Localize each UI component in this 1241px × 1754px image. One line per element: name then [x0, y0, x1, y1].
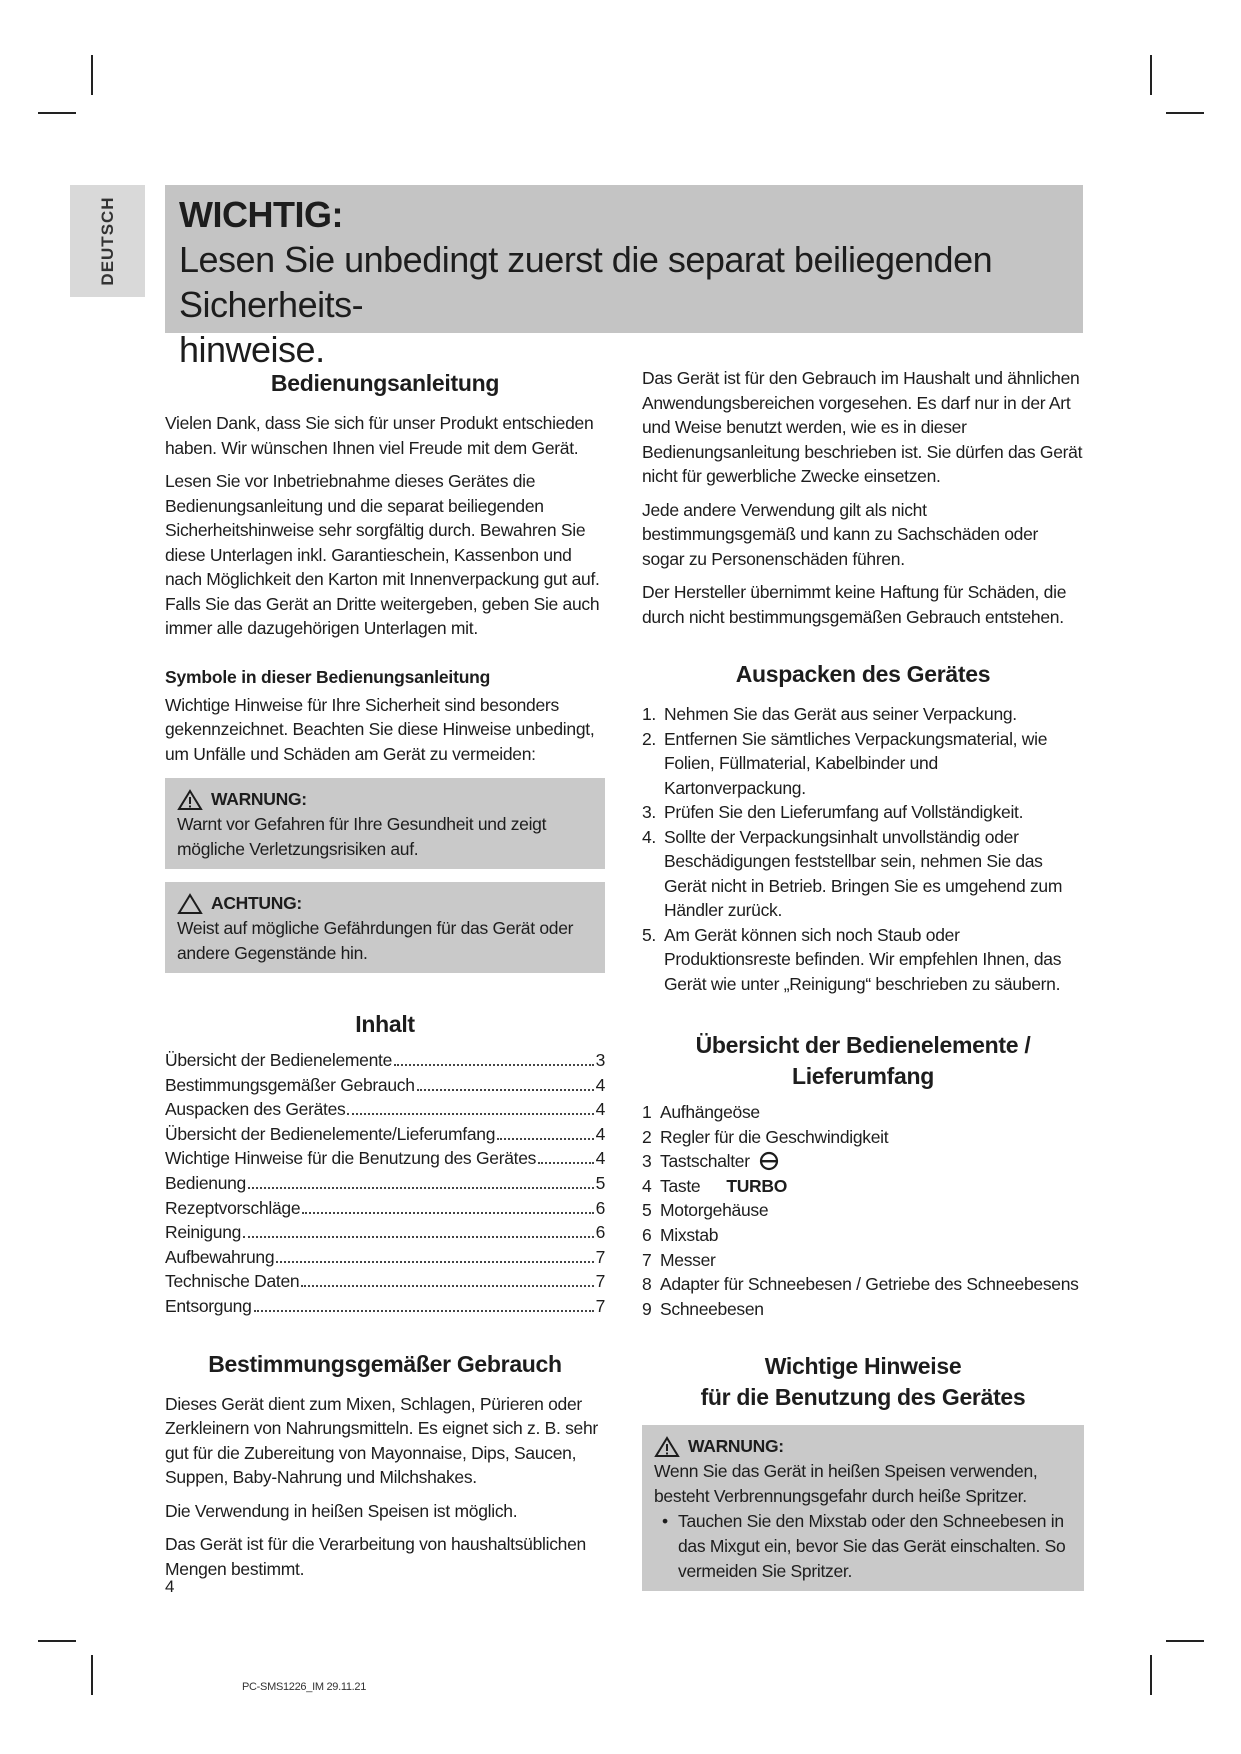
- unpack-steps: [642, 702, 1084, 996]
- banner-line-1: Lesen Sie unbedingt zuerst die separat beiliegenden Sicherheits-: [179, 239, 993, 325]
- part-item: [642, 1149, 1084, 1174]
- usage-p3: Das Gerät ist für die Verarbeitung von haushaltsüblichen Mengen bestimmt.: [165, 1534, 586, 1579]
- caution-triangle-icon: [177, 893, 203, 915]
- unpack-step: [642, 702, 1084, 727]
- unpack-step: [642, 800, 1084, 825]
- toc-page: 4: [595, 1074, 605, 1095]
- toc-label: Übersicht der Bedienelemente: [165, 1050, 393, 1070]
- part-label: Motorgehäuse: [660, 1200, 769, 1221]
- toc-leader-dots: [347, 1113, 593, 1115]
- toc-page: 4: [595, 1099, 605, 1120]
- toc-label: Rezeptvorschläge: [165, 1197, 301, 1218]
- part-label: Mixstab: [660, 1224, 719, 1245]
- toc-label: Wichtige Hinweise für die Benutzung des Gerätes: [165, 1148, 537, 1169]
- toc-page: 6: [595, 1222, 605, 1243]
- part-label: Regler für die Geschwindigkeit: [660, 1126, 889, 1147]
- toc-label: Bestimmungsgemäßer Gebrauch: [165, 1074, 415, 1095]
- unpack-step: [642, 825, 1084, 923]
- toc-leader-dots: [497, 1138, 593, 1140]
- crop-mark: [38, 112, 76, 114]
- banner-line-2: hinweise.: [179, 329, 325, 370]
- toc-leader-dots: [302, 1212, 593, 1214]
- toc-page: 4: [595, 1123, 605, 1144]
- part-number: 3: [642, 1151, 652, 1172]
- toc-entry: [165, 1220, 605, 1245]
- toc-leader-dots: [394, 1064, 594, 1066]
- toc-entry: [165, 1073, 605, 1098]
- usage-p2: Die Verwendung in heißen Speisen ist möglich.: [165, 1500, 518, 1521]
- toc-label: Bedienung: [165, 1172, 246, 1193]
- parts-heading: [642, 1030, 1084, 1092]
- warning-triangle-icon: [177, 789, 203, 811]
- parts-heading-line-2: Lieferumfang: [791, 1063, 935, 1089]
- toc-leader-dots: [538, 1162, 593, 1164]
- part-item: [642, 1125, 1084, 1150]
- part-number: 9: [642, 1298, 652, 1319]
- crop-mark: [91, 1655, 93, 1695]
- step-number: 5.: [642, 924, 656, 945]
- parts-list: [642, 1100, 1084, 1321]
- table-of-contents: [165, 1048, 605, 1319]
- toc-entry: [165, 1122, 605, 1147]
- caution-box: [165, 882, 605, 973]
- notes-warning-title: WARNUNG:: [688, 1436, 784, 1457]
- page-number: 4: [165, 1577, 175, 1596]
- part-item: [642, 1272, 1084, 1297]
- toc-page: 6: [595, 1197, 605, 1218]
- toc-page: 7: [595, 1246, 605, 1267]
- parts-heading-line-1: Übersicht der Bedienelemente /: [695, 1032, 1031, 1058]
- usage-cont-p1: Das Gerät ist für den Gebrauch im Haushalt und ähnlichen Anwendungsbereichen vorgesehen. Es darf nur in der Art und Weise benutzt werden, wie es in dieser Bedienungsanleitung beschrieben ist. Sie dürfen das Gerät nicht für gewerbliche Zwecke einsetzen.: [642, 368, 1083, 486]
- toc-entry: [165, 1146, 605, 1171]
- notes-bullet: • Tauchen Sie den Mixstab oder den Schneebesen in das Mixgut ein, bevor Sie das Gerät einschalten. So vermeiden Sie Spritzer.: [654, 1509, 1072, 1584]
- left-column: [165, 368, 605, 1590]
- toc-label: Technische Daten: [165, 1271, 300, 1292]
- step-text: Am Gerät können sich noch Staub oder Produktionsreste befinden. Wir empfehlen Ihnen, das Gerät wie unter „Reinigung“ beschrieben zu säubern.: [664, 924, 1062, 994]
- banner-title: WICHTIG:: [179, 194, 343, 235]
- part-label: Schneebesen: [660, 1298, 764, 1319]
- notes-heading: [642, 1351, 1084, 1413]
- part-item: [642, 1100, 1084, 1125]
- toc-leader-dots: [276, 1261, 593, 1263]
- toc-label: Auspacken des Gerätes: [165, 1099, 346, 1120]
- crop-mark: [91, 55, 93, 95]
- toc-entry: [165, 1171, 605, 1196]
- toc-leader-dots: [417, 1089, 594, 1091]
- crop-mark: [1166, 112, 1204, 114]
- caution-title: ACHTUNG:: [211, 893, 302, 913]
- part-number: 1: [642, 1102, 652, 1122]
- symbols-heading: Symbole in dieser Bedienungsanleitung: [165, 666, 491, 687]
- toc-label: Reinigung: [165, 1222, 242, 1243]
- warning-text: Warnt vor Gefahren für Ihre Gesundheit und zeigt mögliche Verletzungsrisiken auf.: [177, 814, 547, 859]
- toc-entry: [165, 1097, 605, 1122]
- warning-triangle-icon: [654, 1436, 680, 1458]
- toc-leader-dots: [243, 1236, 593, 1238]
- important-banner: [165, 185, 1083, 370]
- part-number: 2: [642, 1126, 652, 1147]
- part-number: 6: [642, 1224, 652, 1245]
- step-number: 3.: [642, 802, 656, 822]
- step-text: Sollte der Verpackungsinhalt unvollständig oder Beschädigungen feststellbar sein, nehmen Sie das Gerät nicht in Betrieb. Bringen Sie es umgehend zum Händler zurück.: [664, 826, 1063, 920]
- warning-box: [165, 778, 605, 869]
- step-text: Entfernen Sie sämtliches Verpackungsmaterial, wie Folien, Füllmaterial, Kabelbinder und Kartonverpackung.: [664, 728, 1048, 798]
- toc-entry: [165, 1196, 605, 1221]
- toc-leader-dots: [248, 1187, 594, 1189]
- toc-entry: [165, 1048, 605, 1073]
- part-label: Taste: [660, 1175, 701, 1196]
- toc-leader-dots: [301, 1285, 593, 1287]
- turbo-label: TURBO: [726, 1175, 788, 1196]
- unpack-step: [642, 727, 1084, 801]
- toc-heading: Inhalt: [355, 1011, 415, 1037]
- language-tab: [70, 185, 145, 297]
- toc-entry: [165, 1294, 605, 1319]
- part-item: [642, 1223, 1084, 1248]
- step-number: 4.: [642, 826, 656, 847]
- step-text: Nehmen Sie das Gerät aus seiner Verpackung.: [664, 704, 1017, 724]
- usage-cont-p3: Der Hersteller übernimmt keine Haftung für Schäden, die durch nicht bestimmungsgemäßen Gebrauch entstehen.: [642, 582, 1067, 627]
- crop-mark: [1166, 1640, 1204, 1642]
- toc-page: 7: [595, 1295, 605, 1316]
- unpack-heading: Auspacken des Gerätes: [735, 661, 991, 687]
- notes-warning-text: Wenn Sie das Gerät in heißen Speisen verwenden, besteht Verbrennungsgefahr durch heiße Spritzer.: [654, 1461, 1038, 1507]
- part-number: 8: [642, 1274, 652, 1295]
- language-tab-label: DEUTSCH: [97, 196, 117, 286]
- step-number: 1.: [642, 704, 656, 724]
- toc-label: Aufbewahrung: [165, 1246, 275, 1267]
- unpack-step: [642, 923, 1084, 997]
- part-item: [642, 1297, 1084, 1322]
- toc-page: 5: [595, 1172, 605, 1193]
- toc-label: Übersicht der Bedienelemente/Lieferumfang: [165, 1123, 496, 1144]
- pulse-switch-icon: [758, 1151, 780, 1171]
- toc-page: 7: [595, 1271, 605, 1292]
- part-number: 5: [642, 1200, 652, 1221]
- manual-intro: Vielen Dank, dass Sie sich für unser Produkt entschieden haben. Wir wünschen Ihnen viel Freude mit dem Gerät.: [165, 413, 594, 458]
- crop-mark: [1150, 55, 1152, 95]
- notes-warning-box: [642, 1425, 1084, 1591]
- crop-mark: [1150, 1655, 1152, 1695]
- part-label: Adapter für Schneebesen / Getriebe des Schneebesens: [660, 1274, 1079, 1295]
- right-column: [642, 366, 1084, 1604]
- manual-heading: Bedienungsanleitung: [270, 370, 500, 396]
- usage-cont-p2: Jede andere Verwendung gilt als nicht bestimmungsgemäß und kann zu Sachschäden oder sogar zu Personenschäden führen.: [642, 499, 1039, 569]
- part-label: Messer: [660, 1249, 716, 1270]
- warning-title: WARNUNG:: [211, 789, 307, 809]
- usage-p1: Dieses Gerät dient zum Mixen, Schlagen, Pürieren oder Zerkleinern von Nahrungsmitteln. Es eignet sich z. B. sehr gut für die Zubereitung von Mayonnaise, Dips, Saucen, Suppen, Baby-Nahrung und Milchshakes.: [165, 1393, 598, 1488]
- toc-page: 4: [595, 1148, 605, 1169]
- caution-text: Weist auf mögliche Gefährdungen für das Gerät oder andere Gegenstände hin.: [177, 918, 574, 963]
- step-number: 2.: [642, 728, 656, 749]
- toc-entry: [165, 1245, 605, 1270]
- part-number: 7: [642, 1249, 652, 1270]
- footer-code: PC-SMS1226_IM 29.11.21: [242, 1681, 367, 1693]
- step-text: Prüfen Sie den Lieferumfang auf Vollständigkeit.: [664, 802, 1024, 822]
- part-label: Aufhängeöse: [660, 1102, 760, 1122]
- notes-heading-line-1: Wichtige Hinweise: [764, 1353, 962, 1380]
- manual-instructions: Lesen Sie vor Inbetriebnahme dieses Gerätes die Bedienungsanleitung und die separat beiliegenden Sicherheitshinweise sehr sorgfältig durch. Bewahren Sie diese Unterlagen inkl. Garantieschein, Kassenbon und nach Möglichkeit den Karton mit Innenverpackung gut auf. Falls Sie das Gerät an Dritte weitergeben, geben Sie auch immer alle dazugehörigen Unterlagen mit.: [165, 471, 600, 638]
- part-label: Tastschalter: [660, 1151, 750, 1172]
- toc-label: Entsorgung: [165, 1295, 252, 1316]
- symbols-text: Wichtige Hinweise für Ihre Sicherheit sind besonders gekennzeichnet. Beachten Sie diese Hinweise unbedingt, um Unfälle und Schäden am Gerät zu vermeiden:: [165, 694, 595, 764]
- toc-entry: [165, 1269, 605, 1294]
- part-number: 4: [642, 1175, 652, 1196]
- toc-leader-dots: [254, 1310, 594, 1312]
- toc-page: 3: [595, 1050, 605, 1070]
- notes-heading-line-2: für die Benutzung des Gerätes: [700, 1384, 1026, 1411]
- notes-bullets: [654, 1509, 1072, 1584]
- part-item: [642, 1198, 1084, 1223]
- usage-heading: Bestimmungsgemäßer Gebrauch: [208, 1350, 562, 1377]
- part-item: [642, 1174, 1084, 1199]
- part-item: [642, 1248, 1084, 1273]
- crop-mark: [38, 1640, 76, 1642]
